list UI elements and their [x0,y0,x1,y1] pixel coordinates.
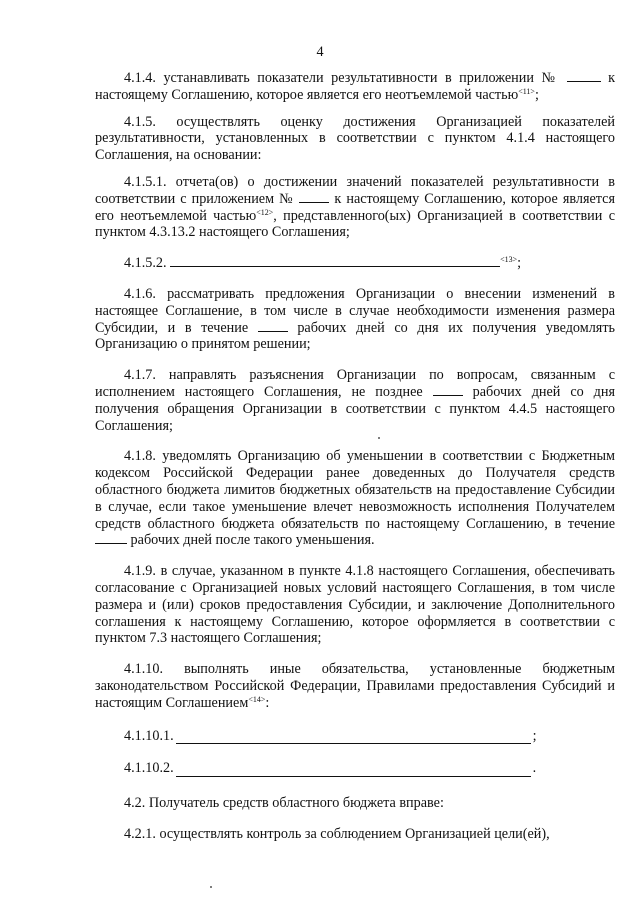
clause-4-2-1 [95,826,615,843]
clause-text: 4.1.10. выполнять иные обязательства, установленные бюджетным законодательством Российской Федерации, Правилами предоставления Субсидий и настоящим Соглашением [95,661,615,711]
clause-text: 4.1.9. в случае, указанном в пункте 4.1.8 настоящего Соглашения, обеспечивать согласование с Организацией новых условий настоящего Соглашения, в том числе размера и (или) сроков предоставления Субсидии, и заключение Дополнительного соглашения к настоящему Соглашению, которое оформляется в соответствии с пунктом 7.3 настоящего Соглашения; [95,563,615,647]
clause-text: , представленного(ых) Организацией в соответствии с пунктом 4.3.13.2 настоящего Соглашения; [95,207,616,241]
clause-text: 4.2. Получатель средств областного бюджета вправе: [124,795,444,812]
clause-4-1-10-1 [95,728,615,745]
clause-4-2 [95,795,615,812]
document-body [95,70,615,843]
clause-4-1-5 [95,114,615,164]
blank-field [95,532,127,544]
clause-text: 4.1.8. уведомлять Организацию об уменьшении в соответствии с Бюджетным кодексом Российской Федерации ранее доведенных до Получателя средств областного бюджета лимитов бюджетных обязательств на предоставление Субсидии в случае, если такое уменьшение влечет невозможность исполнения Получателем средств областного бюджета обязательств по настоящему Соглашению, в течение [95,448,615,532]
blank-line [176,731,531,744]
clause-text: ; [534,86,539,103]
footnote-ref: <13> [500,255,518,265]
clause-text: . [532,760,537,777]
blank-line [170,255,500,267]
scan-speck [210,886,212,888]
blank-field [433,384,463,396]
clause-4-1-8 [95,448,615,549]
clause-text: 4.1.5.2. [124,255,167,272]
footnote-ref: <12> [256,207,274,217]
clause-text: ; [517,255,522,272]
clause-text: к настоящему Соглашению, которое является его неотъемлемой частью [95,190,615,224]
clause-text: 4.1.6. рассматривать предложения Организации о внесении изменений в настоящее Соглашение, в том числе в случае необходимости изменения размера Субсидии, и в течение [95,285,615,336]
footnote-ref: <14> [248,694,266,704]
clause-text: 4.1.7. направлять разъяснения Организации по вопросам, связанным с исполнением настоящего Соглашения, не позднее [95,367,615,400]
blank-field [299,191,329,203]
page-number: 4 [316,44,324,60]
clause-4-1-10-2 [95,760,615,777]
blank-field [258,320,288,332]
clause-text: 4.1.5.1. отчета(ов) о достижении значений показателей результативности в соответствии с приложением № [95,173,615,207]
clause-text: рабочих дней со дня их получения уведомлять Организацию о принятом решении; [95,319,615,353]
clause-text: 4.1.10.1. [124,727,174,744]
clause-4-1-7 [95,367,615,434]
footnote-ref: <11> [518,86,535,96]
clause-4-1-9 [95,563,615,647]
clause-text: 4.2.1. осуществлять контроль за соблюдением Организацией цели(ей), [124,825,550,842]
clause-text: рабочих дней после такого уменьшения. [130,532,375,549]
blank-field [567,70,601,82]
clause-4-1-5-2 [95,255,615,272]
clause-4-1-10 [95,661,615,711]
clause-text: 4.1.10.2. [124,760,174,777]
clause-4-1-4 [95,70,615,104]
scan-speck [378,437,380,439]
clause-4-1-6 [95,286,615,353]
clause-text: ; [532,727,537,744]
blank-line [176,764,531,777]
clause-4-1-5-1 [95,174,615,241]
clause-text: : [265,694,270,711]
clause-text: 4.1.5. осуществлять оценку достижения Организацией показателей результативности, установленных в соответствии с пунктом 4.1.4 настоящего Соглашения, на основании: [95,113,615,164]
clause-text: к настоящему Соглашению, которое является его неотъемлемой частью [95,70,616,103]
clause-text: рабочих дней со дня получения обращения Организации в соответствии с пунктом 4.4.5 настоящего Соглашения; [95,383,615,434]
clause-text: 4.1.4. устанавливать показатели результативности в приложении № [124,70,560,86]
